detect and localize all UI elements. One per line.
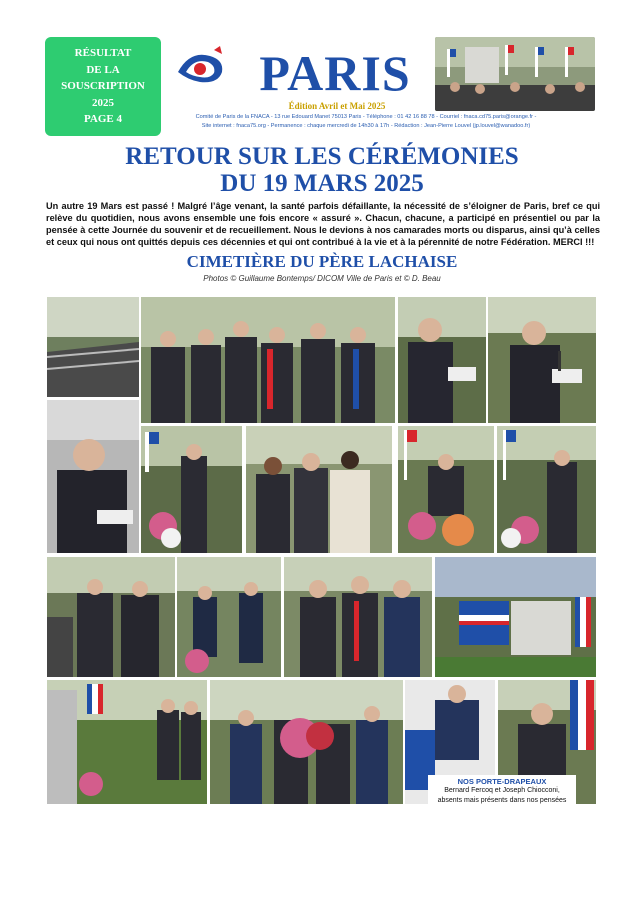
header-ceremony-photo: [435, 37, 595, 111]
photo-officers-salute: [177, 557, 281, 677]
badge-line: DE LA: [86, 63, 120, 76]
photo-speaker-1: [398, 297, 486, 423]
caption-line: absents mais présents dans nos pensées: [437, 797, 567, 804]
badge-line: RÉSULTAT: [74, 47, 132, 60]
title-line: DU 19 MARS 2025: [220, 170, 424, 197]
section-title: CIMETIÈRE DU PÈRE LACHAISE: [186, 252, 458, 271]
photo-wreath-laying-2: [398, 426, 494, 553]
publication-brand: PARIS: [259, 45, 411, 101]
photo-memorial-garden: [47, 680, 207, 804]
article-intro: Un autre 19 Mars est passé ! Malgré l’âge venant, la santé parfois défaillante, la nécessité de s’éloigner de Paris, bref ce qui relève du quotidien, nous avons ensemble une fois encore « assuré ». Chacun, chacune, a participé en présentiel ou par la pensée à cette Journée du souvenir et de recueillement. Nous le devions à nos camarades morts ou disparus, ainsi qu’à celles et ceux qui nous ont quittés depuis ces décennies et qui ont contribué à la vie et à la pérennité de notre Fédération. MERCI !!!: [46, 201, 600, 247]
fnaca-logo-icon: [170, 42, 232, 94]
photo-credit: Photos © Guillaume Bontemps/ DICOM Ville de Paris et © D. Beau: [203, 274, 441, 283]
badge-line: 2025: [92, 96, 114, 109]
caption-line: Bernard Fercoq et Joseph Chiocconi,: [444, 787, 560, 794]
photo-speaker-2: [488, 297, 596, 423]
badge-line: PAGE 4: [84, 113, 122, 126]
photo-wreath-laying-3: [497, 426, 596, 553]
photo-speaker-3: [47, 400, 139, 553]
photo-youth-delegation: [246, 426, 392, 553]
article-title: [40, 143, 604, 197]
edition-label: Édition Avril et Mai 2025: [288, 101, 386, 111]
porte-drapeaux-caption: [428, 775, 576, 808]
photo-standard-bearers: [47, 557, 175, 677]
contact-line: Site internet : fnaca75.org - Permanence : chaque mercredi de 14h30 à 17h - Rédaction : Jean-Pierre Louvel (jp.louvel@wanadoo.fr): [201, 123, 531, 129]
photo-flags-memorial: [435, 557, 596, 677]
photo-wreath-laying-1: [141, 426, 242, 553]
photo-wreath-carry: [210, 680, 403, 804]
badge-line: SOUSCRIPTION: [61, 80, 145, 93]
caption-title: NOS PORTE-DRAPEAUX: [457, 777, 547, 786]
subscription-result-badge[interactable]: [45, 37, 161, 136]
photo-monument: [47, 297, 139, 397]
contact-info: [190, 113, 542, 131]
title-line: RETOUR SUR LES CÉRÉMONIES: [125, 143, 519, 170]
photo-officials-standing: [284, 557, 432, 677]
contact-line: Comité de Paris de la FNACA - 13 rue Edouard Manet 75013 Paris - Téléphone : 01 42 16 88 78 - Courriel : fnaca.cd75.paris@orange.fr -: [195, 114, 537, 120]
photo-officials-group: [141, 297, 395, 423]
